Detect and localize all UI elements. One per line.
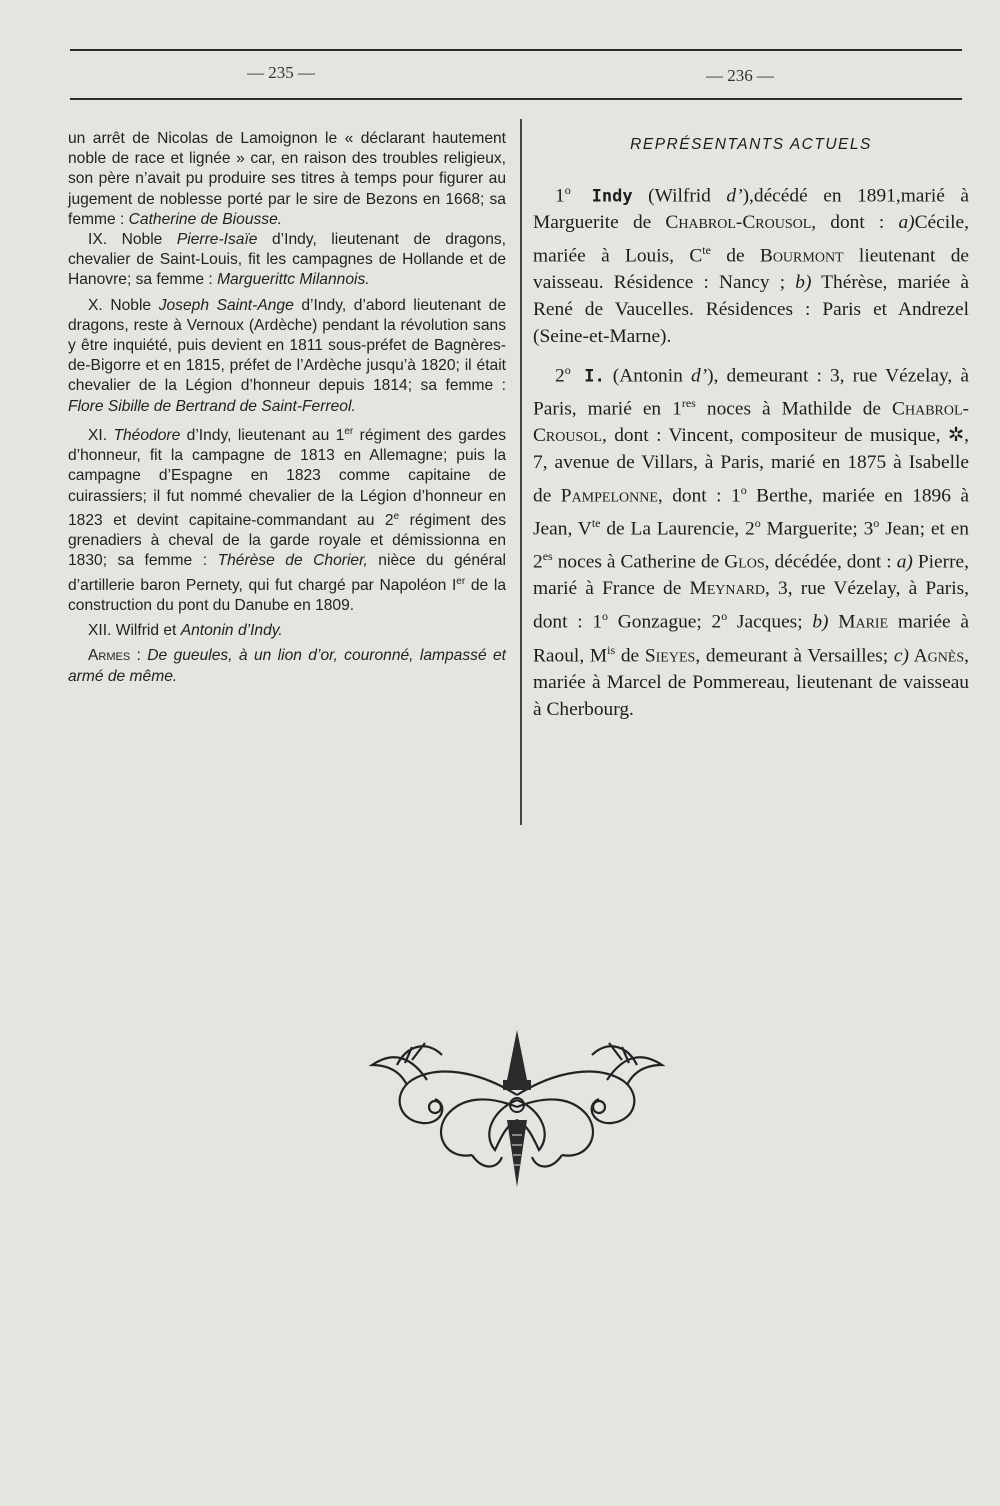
family-name: Meynard xyxy=(689,578,766,600)
entry-name: Indy xyxy=(570,186,633,207)
entry-1: 1$^o$ Indy (Wilfrid d’),décédé en 1891,marié à Marguerite de Chabrol-Crousol, dont : a)Cécile, mariée à Louis, $C^{te}$ de Bourmont lieutenant de vaisseau. Résidence : Nancy ; b) Thérèse, mariée à René de Vaucelles. Résidences : Paris et Andrezel (Seine-et-Marne). xyxy=(533,182,970,347)
arms-paragraph: Armes : De gueules, à un lion d’or, couronné, lampassé et armé de même. xyxy=(68,647,506,685)
paragraph-viii-continued: un arrêt de Nicolas de Lamoignon le « déclarant hautement noble de race et lignée » car, en raison des troubles religieux, son père n’avait pu produire ses titres à temps pour figurer au jugement de noblesse porté par le sire de Bezons en 1668; sa femme : Catherine de Biousse. xyxy=(68,130,506,228)
header-rule xyxy=(70,98,962,100)
family-name: Sieyes xyxy=(644,644,696,666)
top-rule xyxy=(70,49,962,51)
paragraph-x: X. Noble Joseph Saint-Ange d’Indy, d’abord lieutenant de dragons, reste à Vernoux (Ardèche) pendant la révolution sans y être inquiété, puis devient en 1811 sous-préfet de Bagnères-de-Bigorre et en 1815, préfet de l’Ardèche jusqu’à 1820; il était chevalier de la Légion d’honneur depuis 1814; sa femme : Flore Sibille de Bertrand de Saint-Ferreol. xyxy=(68,296,506,415)
family-name: Chabrol-Crousol xyxy=(533,398,969,447)
entry-2: 2$^o$ I. (Antonin d’), demeurant : 3, rue Vézelay, à Paris, marié en 1res noces à Mathilde de Chabrol-Crousol, dont : Vincent, compositeur de musique, ✲, 7, avenue de Villars, à Paris, marié en 1875 à Isabelle de Pampelonne, dont : 1$^o$ Berthe, mariée en 1896 à Jean, $V^{te}$ de La Laurencie, 2$^o$ Marguerite; 3$^o$ Jean; et en $2^{es}$ noces à Catherine de Glos, décédée, dont : a) Pierre, marié à France de Meynard, 3, rue Vézelay, à Paris, dont : 1$^o$ Gonzague; 2$^o$ Jacques; b) Marie mariée à Raoul, $M^{is}$ de Sieyes, demeurant à Versailles; c) Agnès, mariée à Marcel de Pommereau, lieutenant de vaisseau à Cherbourg. xyxy=(533,362,970,720)
section-heading: REPRÉSENTANTS ACTUELS xyxy=(630,136,872,153)
family-name: Bourmont xyxy=(759,245,844,267)
right-column xyxy=(533,132,969,723)
left-column xyxy=(68,129,506,687)
column-divider xyxy=(520,119,522,825)
arms-label: Armes xyxy=(88,647,131,665)
person-name: Antonin d’Indy. xyxy=(180,622,283,640)
paragraph-xii: XII. Wilfrid et Antonin d’Indy. xyxy=(88,622,283,640)
person-name: Théodore xyxy=(113,427,181,445)
page-number-right: — 236 — xyxy=(706,66,774,85)
arms-description: De gueules, à un lion d’or, couronné, lampassé et armé de même. xyxy=(68,647,506,685)
person-name: Joseph Saint-Ange xyxy=(158,296,294,314)
family-name: Chabrol-Crousol xyxy=(665,212,812,234)
paragraph-xi: XI. Théodore d’Indy, lieutenant au 1er régiment des gardes d’honneur, fit la campagne de 1813 en Allemagne; puis la campagne d’Espagne en 1823 comme capitaine de cuirassiers; il fut nommé chevalier de la Légion d’honneur en 1823 et devint capitaine-commandant au 2e régiment des grenadiers à cheval de la garde royale et démissionna en 1830; sa femme : Thérèse de Chorier, nièce du général d’artillerie baron Pernety, qui fut chargé par Napoléon Ier de la construction du pont du Danube en 1809. xyxy=(68,425,506,615)
family-name: Agnès xyxy=(908,644,965,666)
entry-name: I. xyxy=(570,365,605,386)
wife-name: Thérèse de Chorier, xyxy=(217,552,368,570)
paragraph-ix: IX. Noble Pierre-Isaïe d’Indy, lieutenant de dragons, chevalier de Saint-Louis, fit les campagnes de Hollande et de Hanovre; sa femme : Marguerittc Milannois. xyxy=(68,231,506,289)
family-name: Pampelonne xyxy=(560,485,658,507)
person-name: Pierre-Isaïe xyxy=(176,231,258,249)
wife-name: Catherine de Biousse. xyxy=(128,210,283,228)
wife-name: Flore Sibille de Bertrand de Saint-Ferreol. xyxy=(68,397,356,415)
family-name: Glos xyxy=(724,551,765,573)
wife-name: Marguerittc Milannois. xyxy=(217,271,370,289)
family-name: Marie xyxy=(828,611,889,633)
fleur-de-lis-ornament xyxy=(367,1025,667,1190)
page-number-left: — 235 — xyxy=(247,63,315,82)
